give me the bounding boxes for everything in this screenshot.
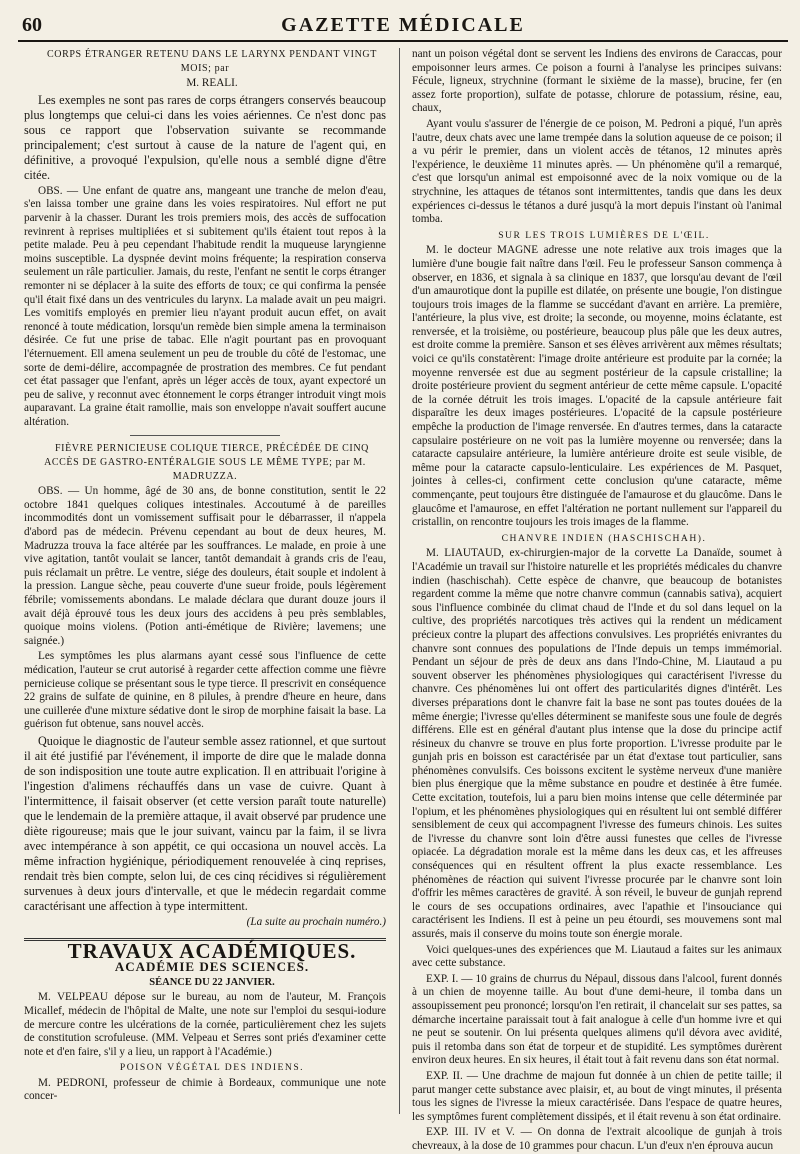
paragraph: Quoique le diagnostic de l'auteur semble assez rationnel, et que surtout il ait été justifié par l'événement, il importe de dire que le malade donna de son indisposition une toute autre explication. Il en attribuait l'origine à l'ingestion d'alimens réchauffés dans un vase de cuivre. Quant à l'intermittence, il faisait observer (et cette version paraît toute naturelle) que le lendemain de la première attaque, il avait observé par prudence une diète rigoureuse; mais que le jour suivant, vaincu par la faim, il se livra avec intempérance à son appétit, ce qui occasiona un nouvel accès. La même infraction hygiénique, périodiquement renouvelée à cinq reprises, rendait très bien compte, selon lui, de ces cinq récidives si régulièrement survenues à deux jours d'intervalle, et que le médecin regardait comme caractérisant une affection à type intermittent. bbox=[24, 733, 386, 913]
paragraph: Les symptômes les plus alarmans ayant cessé sous l'influence de cette médication, l'auteur se crut autorisé à regarder cette affection comme une fièvre pernicieuse colique se présentant sous le type tierce. Il prescrivit en conséquence 22 grains de sulfate de quinine, en 8 pilules, à prendre d'heure en heure, dans une cuillerée d'une mixture sédative dont le sirop de morphine faisait la base. La guérison fut obtenue, sans nouvel accès. bbox=[24, 650, 386, 731]
experiment-paragraph: EXP. III. IV et V. — On donna de l'extrait alcoolique de gunjah à trois chevreaux, à la dose de 10 grammes pour chacun. L'un d'eux n'en éprouva aucun bbox=[412, 1126, 782, 1152]
paragraph: M. PEDRONI, professeur de chimie à Bordeaux, communique une note concer- bbox=[24, 1076, 386, 1103]
journal-title: GAZETTE MÉDICALE bbox=[281, 14, 525, 36]
separator-rule bbox=[130, 435, 280, 436]
academy-title: ACADÉMIE DES SCIENCES. bbox=[114, 959, 310, 975]
article-title-fever: FIÈVRE PERNICIEUSE COLIQUE TIERCE, PRÉCÉDÉE DE CINQ ACCÈS DE GASTRO-ENTÉRALGIE SOUS LE MÊME TYPE; par M. MADRUZZA. bbox=[44, 443, 370, 482]
article-title-eye-lights: SUR LES TROIS LUMIÈRES DE L'ŒIL. bbox=[498, 229, 710, 241]
column-divider bbox=[399, 48, 400, 1114]
paragraph: Voici quelques-unes des expériences que M. Liautaud a faites sur les animaux avec cette substance. bbox=[412, 943, 782, 970]
observation-paragraph: OBS. — Un homme, âgé de 30 ans, de bonne constitution, sentit le 22 octobre 1841 quelques coliques intestinales. Accoutumé à de pareilles incommodités dont un vomissement suffisait pour le débarrasser, il n'appela d'abord pas de médecin. Prévenu cependant au bout de deux heures, M. Madruzza trouva la face altérée par les souffrances. Le malade, en proie à une vive agitation, tantôt voulait se lancer, tantôt demandait à grands cris de l'eau, puis réclamait un prêtre. Le ventre, siége des douleurs, était souple et indolent à la pression. Langue sèche, peau couverte d'une sueur froide, pouls légèrement fébrile; vomissements abondans. Le malade déclara que durant douze jours il avait déjà éprouvé tous les deux jours des accidens à peu près semblables, quoique moins violens. (Potion anti-émétique de Rivière; lavemens; une saignée.) bbox=[24, 485, 386, 647]
paragraph: M. VELPEAU dépose sur le bureau, au nom de l'auteur, M. François Micallef, médecin de l'hôpital de Malte, une note sur l'emploi du sesqui-iodure de mercure contre les ulcérations de la cornée, particulièrement chez les sujets de constitution scrofuleuse. (MM. Velpeau et Serres sont priés d'examiner cette note et d'en faire, s'il y a lieu, un rapport à l'Académie.) bbox=[24, 991, 386, 1058]
observation-paragraph: OBS. — Une enfant de quatre ans, mangeant une tranche de melon d'eau, s'en laissa tomber une graine dans les voies respiratoires. Nul effort ne put parvenir à la chasser. Durant les trois premiers mois, des accès de suffocation revinrent à reprises multipliées et si subitement qu'ils étaient tout repos à la petite malade. Peu à peu cependant l'habitude rendit la muqueuse laryngienne moins susceptible. La dyspnée devint moins fréquente; la respiration conserva seulement un râle particulier. Jamais, du reste, l'enfant ne sentit le corps étranger remonter ni se déplacer à la suite des efforts de toux; ce qui confirma la pensée qu'il était fixé dans un des ventricules du larynx. La malade avait un peu maigri. Les vomitifs employés en premier lieu n'ayant produit aucun effet, on avait renoncé à toute médication, lorsqu'un remède bien simple amena la terminaison désirée. Ce fut une prise de tabac. Elle n'agit pourtant pas en provoquant l'éternuement. Ell amena seulement un peu de trouble du côté de l'estomac, une sorte de demi-délire, accompagnée de prostration des membres. Ce fut pendant cet état passager que l'enfant, après un léger accès de toux, ayant expectoré un peu de salive, y reconnut avec étonnement le corps étranger introduit vingt mois auparavant. La graine était ramollie, mais son enveloppe n'avait souffert aucune altération. bbox=[24, 184, 386, 428]
experiment-paragraph: EXP. II. — Une drachme de majoun fut donnée à un chien de petite taille; il parut manger cette substance avec plaisir, et, au bout de vingt minutes, il présenta tous les signes de l'ivresse la mieux caractérisée. Dans l'espace de quatre heures, les symptômes furent complètement dissipés, et il était revenu à son état ordinaire. bbox=[412, 1069, 782, 1123]
paragraph: M. le docteur MAGNE adresse une note relative aux trois images que la lumière d'une bougie fait naître dans l'œil. Feu le professeur Sanson commença à observer, en 1836, et signala à sa clinique en 1837, que lorsqu'au devant de l'œil d'un amaurotique dont la pupille est dilatée, on présente une bougie, l'on distingue toujours trois images de la flamme se succédant d'avant en arrière. La première, l'antérieure, la plus vive, est droite; la seconde, ou moyenne, moins éclatante, est renversée, et la troisième, ou postérieure, beaucoup plus pâle que les deux autres, est droite comme la première. Sanson et ses élèves arrivèrent aux mêmes résultats; voici ce qu'ils constatèrent: l'image droite antérieure est produite par la cornée; la moyenne renversée est due au segment postérieur de la capsule cristalline; la droite postérieure provient du segment antérieur de cette même capsule. L'opacité de la cornée détruit les trois images. L'opacité de la capsule antérieure fait disparaître les deux images postérieures. L'opacité de la capsule postérieure empêche la production de l'image renversée. En d'autres termes, dans la cataracte capsulaire postérieure on ne voit pas la lumière moyenne ou renversée; dans la cataracte capsulaire antérieure, la lumière antérieure droite est seule visible, de même pour la cataracte capsulo-lenticulaire. Les expériences de M. Pasquet, jointes à celles-ci, confirment cette conclusion qu'une cataracte, même commençante, peut toujours être distinguée de l'amaurose et du glaucôme. Dans le glaucôme et l'amaurose, en effet l'altération ne portant nullement sur l'appareil du cristallin, on rencontre toujours les trois images de la flamme. bbox=[412, 244, 782, 529]
article-title-poison: POISON VÉGÉTAL DES INDIENS. bbox=[119, 1062, 305, 1074]
article-title-foreign-body: CORPS ÉTRANGER RETENU DANS LE LARYNX PENDANT VINGT MOIS; par bbox=[47, 49, 377, 74]
continuation-note: (La suite au prochain numéro.) bbox=[246, 915, 386, 928]
paragraph: Ayant voulu s'assurer de l'énergie de ce poison, M. Pedroni a piqué, l'un après l'autre, deux chats avec une lame trempée dans la solution aqueuse de ce poison; il a vu périr le premier, dans un violent accès de tétanos, 12 minutes après l'expérience, le deuxième 11 minutes après. — Un phénomène qu'il a remarqué, c'est que lorsqu'un animal est empoisonné avec de la noix vomique ou de la strychnine, les attaques de tétanos sont intermittentes, tandis que dans les deux expériences ci-dessus le tétanos a duré jusqu'à la mort depuis l'instant où l'animal tomba. bbox=[412, 117, 782, 226]
article-title-hemp: CHANVRE INDIEN (HASCHISCHAH). bbox=[501, 532, 707, 544]
experiment-paragraph: EXP. I. — 10 grains de churrus du Népaul, dissous dans l'alcool, furent donnés à un chien de moyenne taille. Au bout d'une demi-heure, il tomba dans un assoupissement peu prononcé; lorsqu'on l'en retirait, il chancelait sur ses pattes, sa démarche incertaine paraissait tout à fait analogue à celle d'un homme ivre et qui ne peut se soutenir. On lui présenta quelques alimens qu'il dévora avec avidité, puis il retomba dans son état de torpeur et de stupidité. Les symptômes durèrent environ deux heures. En six heures, il était tout à fait revenu dans son état normal. bbox=[412, 972, 782, 1067]
left-column bbox=[24, 48, 386, 1114]
page-header bbox=[18, 14, 788, 42]
section-title: TRAVAUX ACADÉMIQUES. bbox=[67, 938, 357, 963]
right-column bbox=[412, 48, 782, 1152]
paragraph: M. LIAUTAUD, ex-chirurgien-major de la corvette La Danaïde, soumet à l'Académie un travail sur l'histoire naturelle et les propriétés médicales du chanvre indien (haschischah). Cette espèce de chanvre, que beaucoup de botanistes regardent comme la même que notre chanvre commun (cannabis sativa), acquiert sous l'influence combinée du climat chaud de l'Inde et du sol dans lequel on la cultive, des propriétés narcotiques très actives qui la rendent un médicament précieux contre la plupart des affections convulsives. Les propriétés enivrantes du chanvre sont connues des populations de l'Inde depuis un temps immémorial. Pendant un séjour de près de deux ans dans l'Indo-Chine, M. Liautaud a pu souvent observer les phénomènes physiologiques qui caractérisent l'ivresse du chanvre. Ces phénomènes lui ont offert des particularités dignes d'intérêt. Les diverses préparations dont le chanvre fait la base ne sont pas toutes douées de la même énergie; l'ivresse qu'elles déterminent se manifeste sous une foule de degrés différens. Elle est en général d'autant plus intense que la dose du principe actif résineux du chanvre se trouve en plus forte proportion. L'ivresse produite par le gunjah pris en boisson est caractérisée par un état d'extase tout particulier, sans phénomènes convulsifs. Ces boissons excitent le système nerveux d'une manière bien plus énergique que la même substance en poudre et destinée à être fumée. Cette excitation, toutefois, lui a paru bien moins intense que celle déterminée par l'opium, et les phénomènes physiologiques qui en résultent lui ont semblé différer sensiblement de ceux qui accompagnent l'ivresse des fumeurs chinois. Les suites de l'ivresse du chanvre sont loin d'être aussi funestes que celles de l'ivresse opiacée. La dégradation morale est la même dans les deux cas, et les affreuses conséquences qui en résultent offrent la plus exacte ressemblance. Les phénomènes de réaction qui suivent l'ivresse procurée par le chanvre sont loin d'offrir les mêmes caractères de gravité. À son réveil, le buveur de gunjah reprend le cours de ses occupations ordinaires, avec l'apathie et l'insouciance qui caractérisent les Indiens. Il est à peine un peu étourdi, ses mouvemens sont mal assurés, mais il conserve du moins toute son énergie morale. bbox=[412, 547, 782, 940]
seance-date: SÉANCE DU 22 JANVIER. bbox=[149, 976, 275, 988]
article-author-reali: M. REALI. bbox=[186, 77, 238, 90]
paragraph: Les exemples ne sont pas rares de corps étrangers conservés beaucoup plus longtemps que celui-ci dans les voies aériennes. Ce n'est donc pas sous ce rapport que l'observation suivante se recommande principalement; c'est surtout à cause de la nature de l'agent qui, en définitive, a provoqué l'expulsion, qu'elle nous a semblé digne d'être citée. bbox=[24, 92, 386, 182]
page-number: 60 bbox=[22, 14, 42, 36]
paragraph: nant un poison végétal dont se servent les Indiens des environs de Caraccas, pour empoisonner leurs armes. Ce poison a fourni à l'analyse les principes suivans: Fécule, ligneux, strychnine (formant le sixième de la masse), brucine, fer (en assez forte proportion), sulfate de potasse, chlorure de potassium, résine, eau, chaux, bbox=[412, 48, 782, 115]
